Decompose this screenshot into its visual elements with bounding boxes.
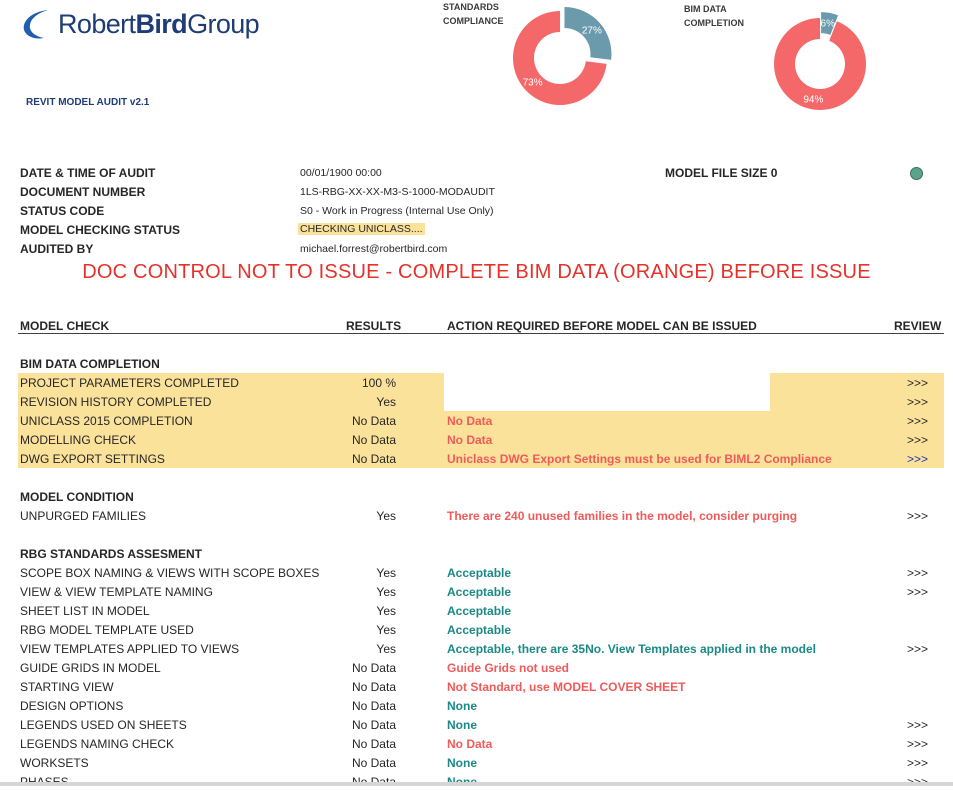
review-link[interactable]: >>> bbox=[906, 452, 928, 466]
standards-label-line1: STANDARDS bbox=[443, 2, 499, 12]
header-divider bbox=[18, 333, 944, 334]
row-check: MODELLING CHECK bbox=[20, 433, 137, 447]
checking-status-text: CHECKING UNICLASS.... bbox=[300, 223, 423, 235]
table-row bbox=[18, 658, 944, 677]
donut-data-label: 73% bbox=[522, 77, 543, 89]
bim-completion-donut bbox=[763, 0, 883, 120]
row-action: No Data bbox=[447, 737, 493, 751]
row-result: No Data bbox=[351, 433, 396, 447]
audited-by-label: AUDITED BY bbox=[20, 242, 94, 256]
row-check: UNPURGED FAMILIES bbox=[20, 509, 147, 523]
row-result: No Data bbox=[351, 680, 396, 694]
row-check: LEGENDS NAMING CHECK bbox=[20, 737, 175, 751]
audited-by-value: michael.forrest@robertbird.com bbox=[300, 243, 448, 255]
row-action: Acceptable bbox=[447, 566, 512, 580]
review-link[interactable]: >>> bbox=[906, 642, 928, 656]
header-action: ACTION REQUIRED BEFORE MODEL CAN BE ISSUED bbox=[447, 319, 757, 333]
row-action: Acceptable, there are 35No. View Templates applied in the model bbox=[447, 642, 817, 656]
status-code-value: S0 - Work in Progress (Internal Use Only) bbox=[300, 205, 494, 217]
donut-data-label: 6% bbox=[820, 18, 836, 30]
review-link[interactable]: >>> bbox=[906, 414, 928, 428]
review-link[interactable]: >>> bbox=[906, 395, 928, 409]
review-link[interactable]: >>> bbox=[906, 737, 928, 751]
review-link[interactable]: >>> bbox=[906, 718, 928, 732]
row-result: 100 % bbox=[361, 376, 396, 390]
row-result: No Data bbox=[351, 718, 396, 732]
date-label: DATE & TIME OF AUDIT bbox=[20, 166, 156, 180]
date-value: 00/01/1900 00:00 bbox=[300, 167, 382, 179]
table-row bbox=[18, 677, 944, 696]
bim-label-line2: COMPLETION bbox=[684, 18, 744, 28]
document-number-label: DOCUMENT NUMBER bbox=[20, 185, 146, 199]
donut-data-label: 27% bbox=[581, 25, 602, 37]
row-action: None bbox=[447, 718, 477, 732]
header-review: REVIEW bbox=[894, 319, 942, 333]
standards-chart-label bbox=[443, 0, 504, 28]
row-check: GUIDE GRIDS IN MODEL bbox=[20, 661, 161, 675]
section-standards: RBG STANDARDS ASSESMENT bbox=[20, 547, 203, 561]
blank-cell bbox=[444, 373, 770, 411]
standards-label-line2: COMPLIANCE bbox=[443, 16, 504, 26]
row-action: Guide Grids not used bbox=[447, 661, 570, 675]
section-bim-data: BIM DATA COMPLETION bbox=[20, 357, 160, 371]
donut-data-label: 94% bbox=[803, 94, 824, 106]
row-check: VIEW TEMPLATES APPLIED TO VIEWS bbox=[20, 642, 240, 656]
row-action: Acceptable bbox=[447, 585, 512, 599]
review-link[interactable]: >>> bbox=[906, 756, 928, 770]
review-link[interactable]: >>> bbox=[906, 566, 928, 580]
row-action: There are 240 unused families in the model, consider purging bbox=[447, 509, 798, 523]
row-result: Yes bbox=[376, 566, 396, 580]
row-check: VIEW & VIEW TEMPLATE NAMING bbox=[20, 585, 213, 599]
row-action: None bbox=[447, 699, 477, 713]
row-result: No Data bbox=[351, 737, 396, 751]
bim-label-line1: BIM DATA bbox=[684, 4, 727, 14]
logo-word-group: Group bbox=[187, 8, 260, 39]
row-result: No Data bbox=[351, 699, 396, 713]
row-result: Yes bbox=[376, 642, 396, 656]
row-result: No Data bbox=[351, 452, 396, 466]
row-action: Acceptable bbox=[447, 604, 512, 618]
model-file-size: MODEL FILE SIZE 0 bbox=[665, 166, 778, 180]
row-result: No Data bbox=[351, 661, 396, 675]
logo-word-robert: Robert bbox=[58, 8, 136, 39]
table-row bbox=[18, 734, 944, 753]
review-link[interactable]: >>> bbox=[906, 585, 928, 599]
table-row bbox=[18, 449, 944, 468]
row-result: Yes bbox=[376, 623, 396, 637]
company-logo bbox=[18, 6, 259, 42]
model-checking-status-label: MODEL CHECKING STATUS bbox=[20, 223, 181, 237]
row-check: LEGENDS USED ON SHEETS bbox=[20, 718, 187, 732]
row-action: No Data bbox=[447, 414, 493, 428]
row-result: Yes bbox=[376, 395, 396, 409]
review-link[interactable]: >>> bbox=[906, 376, 928, 390]
table-row bbox=[18, 563, 944, 582]
header-model-check: MODEL CHECK bbox=[20, 319, 110, 333]
doc-control-banner: DOC CONTROL NOT TO ISSUE - COMPLETE BIM DATA (ORANGE) BEFORE ISSUE bbox=[82, 261, 871, 283]
row-check: RBG MODEL TEMPLATE USED bbox=[20, 623, 194, 637]
row-action: No Data bbox=[447, 433, 493, 447]
section-model-condition: MODEL CONDITION bbox=[20, 490, 134, 504]
table-row bbox=[18, 601, 944, 620]
window-bottom-edge bbox=[0, 782, 953, 786]
row-result: Yes bbox=[376, 585, 396, 599]
status-indicator-dot bbox=[910, 167, 923, 180]
logo-word-bird: Bird bbox=[135, 8, 188, 39]
row-check: UNICLASS 2015 COMPLETION bbox=[20, 414, 193, 428]
row-action: Acceptable bbox=[447, 623, 512, 637]
table-row bbox=[18, 620, 944, 639]
row-check: PROJECT PARAMETERS COMPLETED bbox=[20, 376, 239, 390]
table-row bbox=[18, 582, 944, 601]
status-code-label: STATUS CODE bbox=[20, 204, 105, 218]
review-link[interactable]: >>> bbox=[906, 433, 928, 447]
row-result: No Data bbox=[351, 756, 396, 770]
row-check: REVISION HISTORY COMPLETED bbox=[20, 395, 212, 409]
review-link[interactable]: >>> bbox=[906, 509, 928, 523]
row-result: Yes bbox=[376, 509, 396, 523]
document-number-value: 1LS-RBG-XX-XX-M3-S-1000-MODAUDIT bbox=[300, 186, 495, 198]
logo-text bbox=[58, 8, 260, 39]
table-row bbox=[18, 506, 944, 525]
row-check: DESIGN OPTIONS bbox=[20, 699, 124, 713]
row-check: DWG EXPORT SETTINGS bbox=[20, 452, 165, 466]
table-row bbox=[18, 639, 944, 658]
row-check: SCOPE BOX NAMING & VIEWS WITH SCOPE BOXES bbox=[20, 566, 320, 580]
app-title: REVIT MODEL AUDIT v2.1 bbox=[26, 97, 150, 108]
table-row bbox=[18, 411, 944, 430]
standards-compliance-donut bbox=[500, 0, 620, 120]
row-check: SHEET LIST IN MODEL bbox=[20, 604, 150, 618]
table-row bbox=[18, 715, 944, 734]
row-action: Uniclass DWG Export Settings must be used for BIML2 Compliance bbox=[447, 452, 832, 466]
row-action: Not Standard, use MODEL COVER SHEET bbox=[447, 680, 686, 694]
row-action: None bbox=[447, 756, 477, 770]
row-result: Yes bbox=[376, 604, 396, 618]
row-result: No Data bbox=[351, 414, 396, 428]
logo-swoosh-icon bbox=[18, 6, 54, 42]
row-check: STARTING VIEW bbox=[20, 680, 114, 694]
row-check: WORKSETS bbox=[20, 756, 89, 770]
table-row bbox=[18, 753, 944, 772]
header-results: RESULTS bbox=[346, 319, 402, 333]
model-checking-status-value bbox=[298, 220, 425, 239]
table-row bbox=[18, 696, 944, 715]
bim-chart-label bbox=[684, 2, 744, 30]
table-row bbox=[18, 430, 944, 449]
